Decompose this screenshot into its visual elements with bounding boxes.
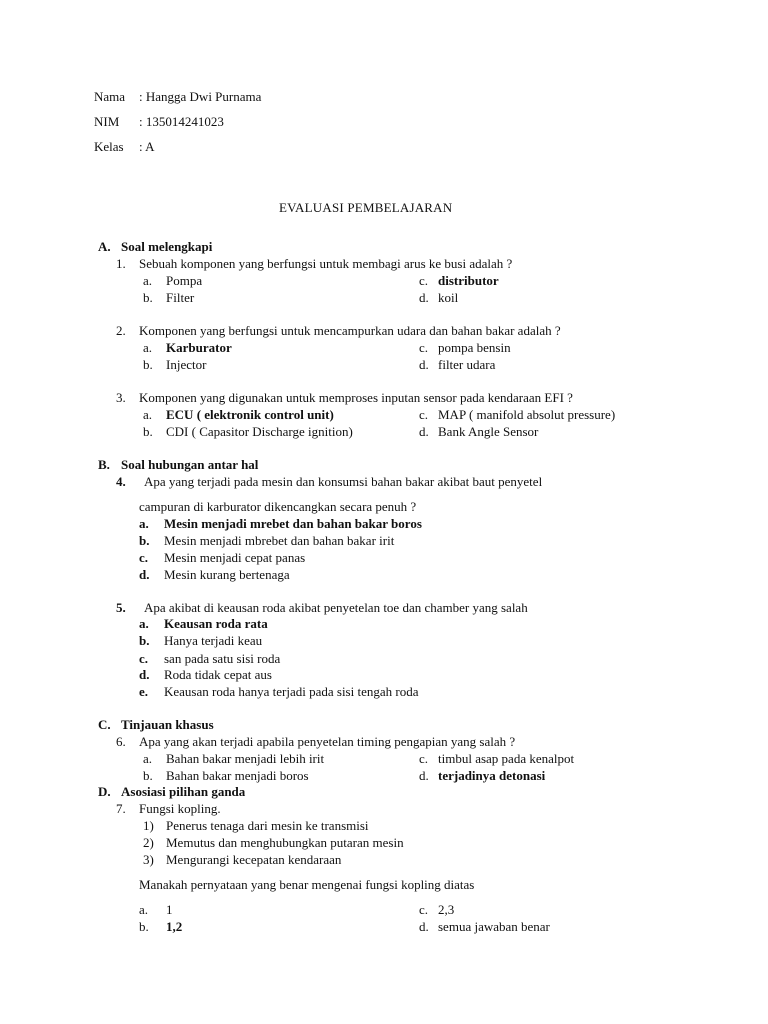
q4-d-option: Mesin kurang bertenaga	[164, 567, 290, 582]
section-c-heading: Tinjauan khasus	[121, 717, 214, 732]
section-b-heading: Soal hubungan antar hal	[121, 457, 259, 472]
q4-a-option: Mesin menjadi mrebet dan bahan bakar boros	[164, 516, 422, 531]
q5-text: Apa akibat di keausan roda akibat penyetelan toe dan chamber yang salah	[144, 600, 528, 615]
q3-b-option: CDI ( Capasitor Discharge ignition)	[166, 424, 353, 439]
q7-number: 7.	[116, 801, 126, 816]
q7-statement-1-number: 1)	[143, 818, 154, 833]
name-label: Nama	[94, 89, 126, 104]
q6-d-option: terjadinya detonasi	[438, 768, 546, 783]
q3-d-label: d.	[419, 424, 429, 439]
q7-text: Fungsi kopling.	[139, 801, 221, 816]
q1-b-option: Filter	[166, 290, 195, 305]
q2-text: Komponen yang berfungsi untuk mencampurkan udara dan bahan bakar adalah ?	[139, 323, 561, 338]
q2-b-option: Injector	[166, 357, 207, 372]
q2-c-label: c.	[419, 340, 429, 355]
q5-a-option: Keausan roda rata	[164, 616, 268, 631]
q3-d-option: Bank Angle Sensor	[438, 424, 539, 439]
q2-c-option: pompa bensin	[438, 340, 511, 355]
q6-a-label: a.	[143, 751, 153, 766]
q1-c-option: distributor	[438, 273, 499, 288]
q5-e-label: e.	[139, 684, 149, 699]
q7-d-option: semua jawaban benar	[438, 919, 550, 934]
q2-a-option: Karburator	[166, 340, 232, 355]
q6-d-label: d.	[419, 768, 429, 783]
section-a-letter: A.	[98, 239, 111, 254]
q3-text: Komponen yang digunakan untuk memproses inputan sensor pada kendaraan EFI ?	[139, 390, 573, 405]
q7-c-option: 2,3	[438, 902, 455, 917]
q7-a-option: 1	[166, 902, 173, 917]
q5-a-label: a.	[139, 616, 149, 631]
q5-d-option: Roda tidak cepat aus	[164, 667, 272, 682]
q2-d-option: filter udara	[438, 357, 496, 372]
q4-c-option: Mesin menjadi cepat panas	[164, 550, 306, 565]
q5-b-label: b.	[139, 633, 150, 648]
q7-b-label: b.	[139, 919, 149, 934]
section-d-heading: Asosiasi pilihan ganda	[121, 784, 246, 799]
q5-e-option: Keausan roda hanya terjadi pada sisi tengah roda	[164, 684, 419, 699]
q7-prompt: Manakah pernyataan yang benar mengenai fungsi kopling diatas	[139, 877, 475, 892]
q6-text: Apa yang akan terjadi apabila penyetelan timing pengapian yang salah ?	[139, 734, 516, 749]
q7-statement-2-number: 2)	[143, 835, 154, 850]
q1-d-option: koil	[438, 290, 459, 305]
name-value: : Hangga Dwi Purnama	[139, 89, 262, 104]
q1-a-label: a.	[143, 273, 153, 288]
q3-c-option: MAP ( manifold absolut pressure)	[438, 407, 616, 422]
q3-a-label: a.	[143, 407, 153, 422]
q3-a-option: ECU ( elektronik control unit)	[166, 407, 334, 422]
q5-number: 5.	[116, 600, 126, 615]
q2-number: 2.	[116, 323, 126, 338]
q3-number: 3.	[116, 390, 126, 405]
q6-b-label: b.	[143, 768, 153, 783]
nim-value: : 135014241023	[139, 114, 224, 129]
q6-c-option: timbul asap pada kenalpot	[438, 751, 575, 766]
q7-statement-3: Mengurangi kecepatan kendaraan	[166, 852, 342, 867]
q4-text-line2: campuran di karburator dikencangkan secara penuh ?	[139, 499, 417, 514]
q6-c-label: c.	[419, 751, 429, 766]
q4-a-label: a.	[139, 516, 149, 531]
q5-c-option: san pada satu sisi roda	[164, 651, 281, 666]
q1-a-option: Pompa	[166, 273, 203, 288]
q7-a-label: a.	[139, 902, 149, 917]
class-label: Kelas	[94, 139, 124, 154]
class-value: : A	[139, 139, 155, 154]
q1-b-label: b.	[143, 290, 153, 305]
q1-number: 1.	[116, 256, 126, 271]
q1-d-label: d.	[419, 290, 429, 305]
q4-text-line1: Apa yang terjadi pada mesin dan konsumsi bahan bakar akibat baut penyetel	[144, 474, 543, 489]
q7-statement-1: Penerus tenaga dari mesin ke transmisi	[166, 818, 369, 833]
q5-d-label: d.	[139, 667, 150, 682]
page-title: EVALUASI PEMBELAJARAN	[279, 200, 453, 215]
section-b-letter: B.	[98, 457, 110, 472]
q6-number: 6.	[116, 734, 126, 749]
q6-a-option: Bahan bakar menjadi lebih irit	[166, 751, 325, 766]
q6-b-option: Bahan bakar menjadi boros	[166, 768, 309, 783]
section-a-heading: Soal melengkapi	[121, 239, 213, 254]
q4-b-option: Mesin menjadi mbrebet dan bahan bakar irit	[164, 533, 395, 548]
section-c-letter: C.	[98, 717, 111, 732]
section-d-letter: D.	[98, 784, 111, 799]
q7-c-label: c.	[419, 902, 429, 917]
q7-statement-2: Memutus dan menghubungkan putaran mesin	[166, 835, 404, 850]
q3-b-label: b.	[143, 424, 153, 439]
q5-b-option: Hanya terjadi keau	[164, 633, 263, 648]
q3-c-label: c.	[419, 407, 429, 422]
q4-b-label: b.	[139, 533, 150, 548]
q7-b-option: 1,2	[166, 919, 183, 934]
q1-text: Sebuah komponen yang berfungsi untuk membagi arus ke busi adalah ?	[139, 256, 513, 271]
nim-label: NIM	[94, 114, 120, 129]
q4-d-label: d.	[139, 567, 150, 582]
q2-d-label: d.	[419, 357, 429, 372]
q1-c-label: c.	[419, 273, 429, 288]
q2-b-label: b.	[143, 357, 153, 372]
q7-d-label: d.	[419, 919, 429, 934]
q2-a-label: a.	[143, 340, 153, 355]
q4-number: 4.	[116, 474, 126, 489]
q5-c-label: c.	[139, 651, 149, 666]
q4-c-label: c.	[139, 550, 149, 565]
q7-statement-3-number: 3)	[143, 852, 154, 867]
